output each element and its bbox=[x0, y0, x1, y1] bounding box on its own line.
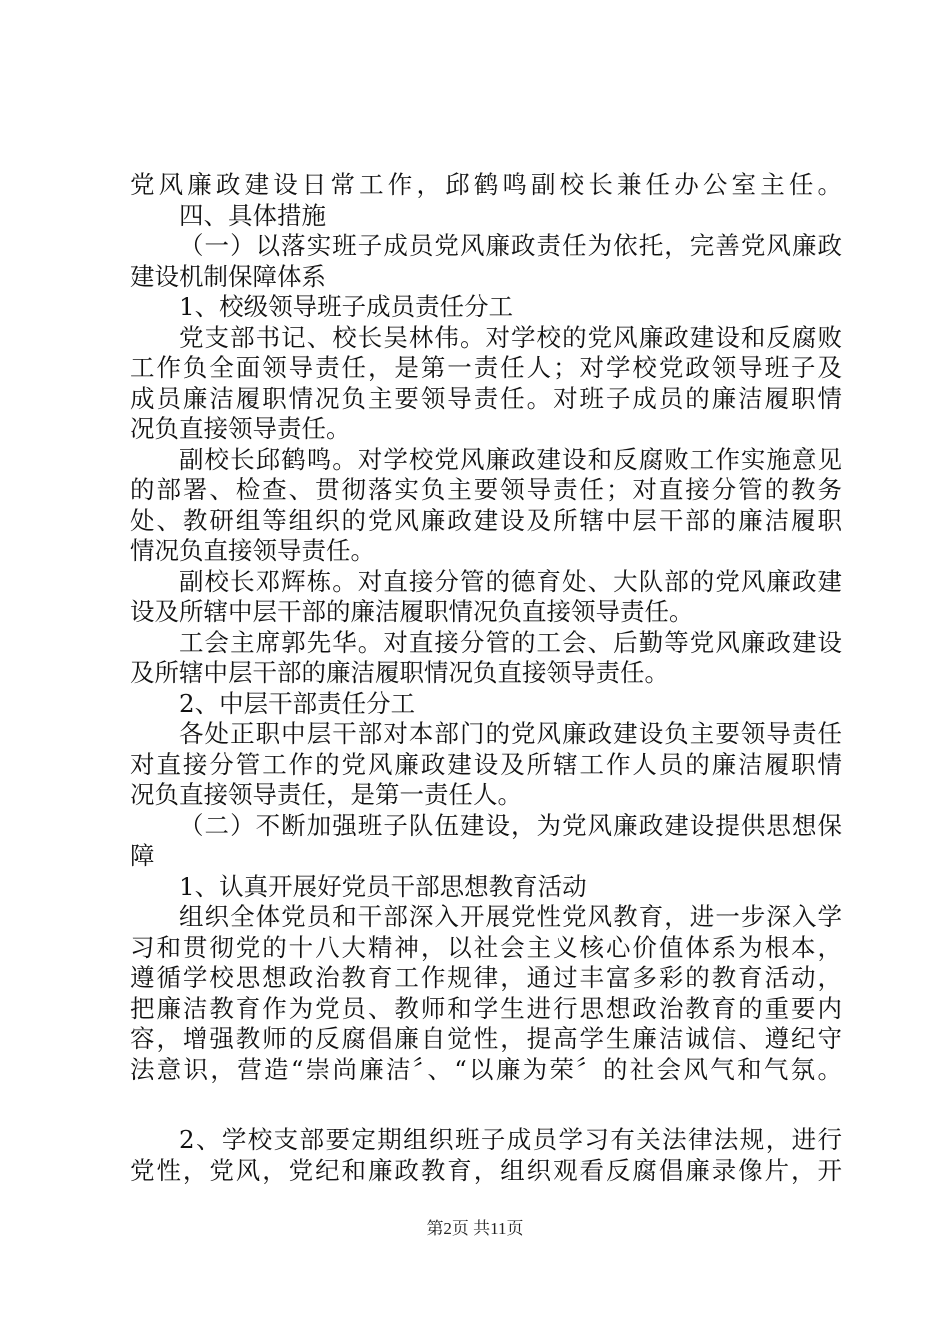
subsection-heading-cont: 障 bbox=[130, 841, 155, 870]
text-line: 习和贯彻党的十八大精神，以社会主义核心价值体系为根本， bbox=[130, 932, 842, 962]
item-heading: 2、中层干部责任分工 bbox=[179, 688, 416, 718]
text-line: 副校长邓辉栋。对直接分管的德育处、大队部的党风廉政建 bbox=[179, 566, 842, 596]
text-line: 把廉洁教育作为党员、教师和学生进行思想政治教育的重要内 bbox=[130, 993, 842, 1023]
text-line: 及所辖中层干部的廉洁履职情况负直接领导责任。 bbox=[130, 658, 669, 687]
text-line: 党性，党风，党纪和廉政教育，组织观看反腐倡廉录像片，开 bbox=[130, 1155, 842, 1185]
text-line: 的部署、检查、贯彻落实负主要领导责任；对直接分管的教务 bbox=[130, 475, 842, 504]
subsection-heading-cont: 建设机制保障体系 bbox=[130, 261, 326, 291]
text-line: 况负直接领导责任，是第一责任人。 bbox=[130, 780, 522, 809]
text-line: 况负直接领导责任。 bbox=[130, 414, 351, 443]
text-line: 工会主席郭先华。对直接分管的工会、后勤等党风廉政建设 bbox=[179, 627, 842, 657]
text-line: 各处正职中层干部对本部门的党风廉政建设负主要领导责任 bbox=[179, 719, 842, 748]
text-line: 党支部书记、校长吴林伟。对学校的党风廉政建设和反腐败 bbox=[179, 322, 842, 352]
text-line: 处、教研组等组织的党风廉政建设及所辖中层干部的廉洁履职 bbox=[130, 505, 842, 535]
text-line: 法意识，营造“崇尚廉洁〞、“以廉为荣〞的社会风气和气氛。 bbox=[130, 1054, 842, 1084]
text-line: 组织全体党员和干部深入开展党性党风教育，进一步深入学 bbox=[179, 902, 842, 931]
subsection-heading: （二）不断加强班子队伍建设，为党风廉政建设提供思想保 bbox=[179, 810, 842, 840]
text-line: 党风廉政建设日常工作，邱鹤鸣副校长兼任办公室主任。 bbox=[130, 170, 842, 199]
text-line: 容，增强教师的反腐倡廉自觉性，提高学生廉洁诚信、遵纪守 bbox=[130, 1024, 842, 1053]
text-line: 设及所辖中层干部的廉洁履职情况负直接领导责任。 bbox=[130, 597, 694, 626]
paragraph-gap bbox=[130, 1085, 842, 1125]
text-line: 工作负全面领导责任，是第一责任人；对学校党政领导班子及 bbox=[130, 353, 842, 382]
text-line: 成员廉洁履职情况负主要领导责任。对班子成员的廉洁履职情 bbox=[130, 383, 842, 413]
item-heading: 1、认真开展好党员干部思想教育活动 bbox=[179, 871, 587, 901]
text-line: 对直接分管工作的党风廉政建设及所辖工作人员的廉洁履职情 bbox=[130, 749, 842, 779]
document-body bbox=[130, 170, 842, 1186]
subsection-heading: （一）以落实班子成员党风廉政责任为依托，完善党风廉政 bbox=[179, 231, 842, 260]
text-line: 遵循学校思想政治教育工作规律，通过丰富多彩的教育活动， bbox=[130, 963, 842, 992]
text-line: 副校长邱鹤鸣。对学校党风廉政建设和反腐败工作实施意见 bbox=[179, 444, 842, 474]
item-heading: 1、校级领导班子成员责任分工 bbox=[179, 292, 514, 321]
page-number-footer: 第2页 共11页 bbox=[426, 1219, 524, 1238]
text-line: 2、学校支部要定期组织班子成员学习有关法律法规，进行 bbox=[179, 1125, 842, 1154]
section-heading: 四、具体措施 bbox=[179, 200, 326, 230]
text-line: 情况负直接领导责任。 bbox=[130, 536, 375, 565]
